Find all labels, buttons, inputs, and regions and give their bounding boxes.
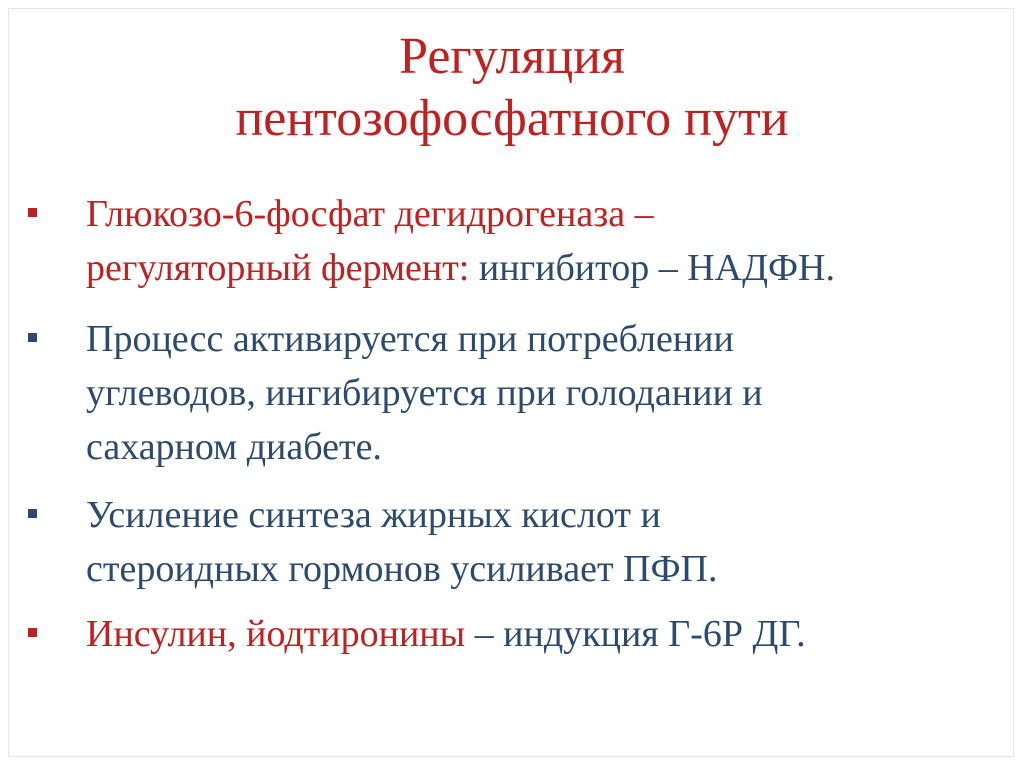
bullet-item-activation xyxy=(86,312,986,474)
bullet-text-red-part: регуляторный фермент: xyxy=(86,247,470,289)
bullet-text-line: углеводов, ингибируется при голодании и xyxy=(86,372,763,414)
bullet-text-blue-part: – индукция Г-6Р ДГ. xyxy=(465,613,806,655)
bullet-text-line: Глюкозо-6-фосфат дегидрогеназа – xyxy=(86,193,654,235)
bullet-text-line xyxy=(86,607,986,661)
square-bullet-icon xyxy=(28,509,37,518)
bullet-item-g6pd xyxy=(86,187,986,295)
square-bullet-icon xyxy=(28,333,37,342)
square-bullet-icon xyxy=(28,208,37,217)
bullet-text-line: сахарном диабете. xyxy=(86,426,382,468)
square-bullet-icon xyxy=(28,628,37,637)
bullet-item-insulin xyxy=(86,607,986,661)
slide-title-line-2: пентозофосфатного пути xyxy=(235,90,789,147)
bullet-text-red-part: Инсулин, йодтиронины xyxy=(86,613,466,655)
bullet-text-line: стероидных гормонов усиливает ПФП. xyxy=(86,548,718,590)
bullet-text-line: Процесс активируется при потреблении xyxy=(86,318,734,360)
bullet-text-blue-part: ингибитор – НАДФН. xyxy=(469,247,835,289)
bullet-text-line: Усиление синтеза жирных кислот и xyxy=(86,494,661,536)
bullet-text-line xyxy=(86,241,986,295)
slide-title-line-1: Регуляция xyxy=(399,28,625,85)
bullet-item-synthesis xyxy=(86,488,986,596)
